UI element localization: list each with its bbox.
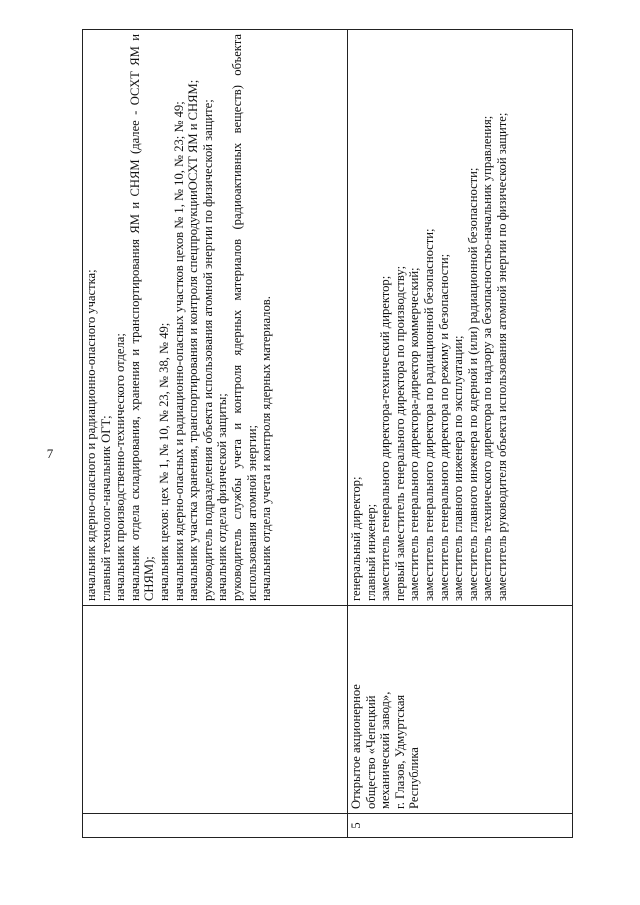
position-item: начальник участка хранения, транспортирования и контроля спецпродукцииОСХТ ЯМ и СНЯМ; bbox=[186, 79, 201, 601]
position-item: первый заместитель генерального директора по производству; bbox=[392, 265, 407, 601]
position-item: начальник производственно-технического отдела; bbox=[113, 333, 128, 601]
organization-line: общество «Чепецкий bbox=[363, 695, 378, 809]
position-item: заместитель генерального директора-технический директор; bbox=[378, 275, 393, 601]
positions-table bbox=[82, 29, 573, 838]
position-item: начальник отдела физической защиты; bbox=[215, 393, 230, 601]
organization-line: Открытое акционерное bbox=[349, 684, 363, 809]
organization-cell bbox=[348, 606, 573, 814]
position-item: заместитель генерального директора-директор коммерческий; bbox=[407, 267, 422, 601]
position-item: руководитель подразделения объекта использования атомной энергии по физической защите; bbox=[200, 99, 215, 601]
position-item: главный инженер; bbox=[363, 503, 378, 601]
position-item: заместитель главного инженера по эксплуатации; bbox=[451, 335, 466, 601]
position-item: заместитель руководителя объекта использования атомной энергии по физической защите; bbox=[494, 112, 509, 601]
position-item: руководитель службы учета и контроля ядерных материалов (радиоактивных веществ) объекта использования атомной энергии; bbox=[229, 34, 259, 601]
positions-cell bbox=[348, 30, 573, 606]
position-item: заместитель генерального директора по радиационной безопасности; bbox=[421, 228, 436, 601]
table-row bbox=[348, 30, 573, 838]
organization-line: Республика bbox=[407, 747, 422, 809]
position-item: заместитель главного инженера по ядерной и (или) радиационной безопасности; bbox=[465, 167, 480, 601]
positions-cell bbox=[83, 30, 348, 606]
row-number-cell bbox=[83, 814, 348, 838]
position-item: генеральный директор; bbox=[349, 476, 363, 601]
page-number: 7 bbox=[46, 446, 54, 461]
position-item: начальник отдела складирования, хранения и транспортирования ЯМ и СНЯМ (далее - ОСХТ ЯМ и СНЯМ); bbox=[127, 34, 157, 601]
position-item: начальник ядерно-опасного и радиационно-опасного участка; bbox=[84, 269, 98, 601]
organization-line: механический завод», bbox=[378, 691, 393, 809]
rotated-page bbox=[82, 30, 582, 838]
organization-cell bbox=[83, 606, 348, 814]
position-item: заместитель генерального директора по режиму и безопасности; bbox=[436, 253, 451, 601]
position-item: начальники ядерно-опасных и радиационно-опасных участков цехов № 1, № 10, № 23; № 49; bbox=[171, 101, 186, 601]
row-number-cell: 5 bbox=[348, 814, 573, 838]
table-row bbox=[83, 30, 348, 838]
position-item: начальник цехов: цех № 1, № 10, № 23, № 38, № 49; bbox=[156, 322, 171, 601]
organization-line: г. Глазов, Удмуртская bbox=[392, 694, 407, 809]
position-item: начальник отдела учета и контроля ядерных материалов. bbox=[259, 296, 274, 601]
position-item: заместитель технического директора по надзору за безопасностью-начальник управления; bbox=[480, 115, 495, 601]
position-item: главный технолог-начальник ОГТ; bbox=[98, 415, 113, 601]
